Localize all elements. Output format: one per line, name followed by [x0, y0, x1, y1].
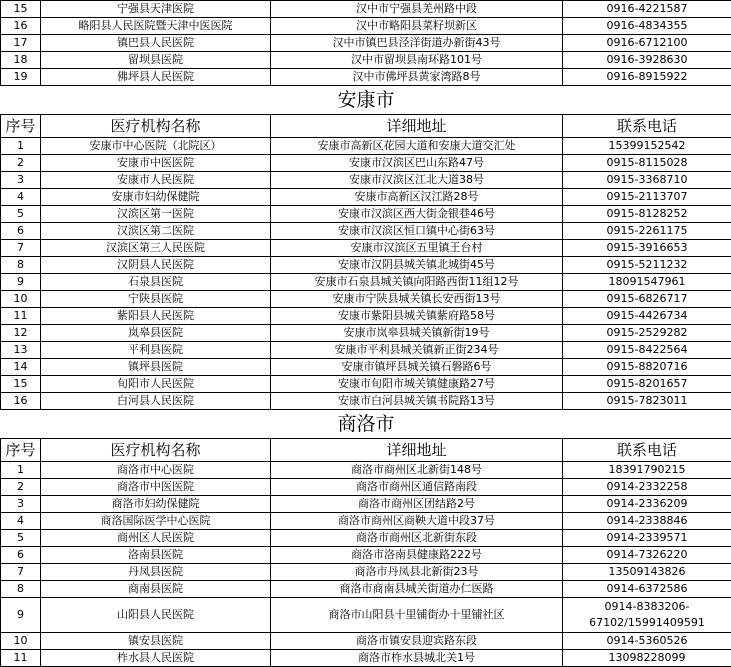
- hospital-name: 山阳县人民医院: [41, 598, 271, 633]
- table-row: [1, 547, 731, 564]
- shangluo-section: [1, 410, 731, 462]
- header-no: 序号: [1, 115, 41, 138]
- hospital-address: 安康市汉滨区巴山东路47号: [271, 155, 563, 172]
- hospital-phone: 0915-8128252: [563, 206, 731, 223]
- hospital-address: 安康市高新区汉江路28号: [271, 189, 563, 206]
- hospital-phone: 0916-8915922: [563, 69, 731, 86]
- table-row: [1, 359, 731, 376]
- ankang-rows: [1, 138, 731, 410]
- hospital-phone: 0916-4834355: [563, 18, 731, 35]
- row-number: 7: [1, 564, 41, 581]
- hospital-address: 安康市汉滨区西大街金银巷46号: [271, 206, 563, 223]
- hospital-name: 汉滨区第二医院: [41, 223, 271, 240]
- row-number: 1: [1, 462, 41, 479]
- table-row: [1, 35, 731, 52]
- row-number: 11: [1, 308, 41, 325]
- row-number: 2: [1, 479, 41, 496]
- header-no: 序号: [1, 439, 41, 462]
- hospital-address: 安康市汉滨区恒口镇中心街63号: [271, 223, 563, 240]
- row-number: 4: [1, 513, 41, 530]
- hospital-phone: 0915-2529282: [563, 325, 731, 342]
- hospital-name: 商洛国际医学中心医院: [41, 513, 271, 530]
- row-number: 6: [1, 547, 41, 564]
- hospital-phone: 0914-5360526: [563, 633, 731, 650]
- table-row: [1, 496, 731, 513]
- hospital-phone: 0915-7823011: [563, 393, 731, 410]
- hospital-address: 商洛市山阳县十里铺街办十里铺社区: [271, 598, 563, 633]
- table-row: [1, 530, 731, 547]
- header-row: [1, 115, 731, 138]
- hospital-phone: 18091547961: [563, 274, 731, 291]
- hospital-name: 镇巴县人民医院: [41, 35, 271, 52]
- row-number: 16: [1, 393, 41, 410]
- hospital-address: 安康市旬阳市城关镇健康路27号: [271, 376, 563, 393]
- ankang-title: 安康市: [1, 86, 731, 115]
- header-row: [1, 439, 731, 462]
- hospital-phone: 0915-6826717: [563, 291, 731, 308]
- header-address: 详细地址: [271, 439, 563, 462]
- hospital-address: 安康市平利县城关镇新正街234号: [271, 342, 563, 359]
- hospital-name: 安康市妇幼保健院: [41, 189, 271, 206]
- hospital-address: 汉中市佛坪县黄家湾路8号: [271, 69, 563, 86]
- hospital-phone: 0915-5211232: [563, 257, 731, 274]
- hospital-phone: 0914-7326220: [563, 547, 731, 564]
- row-number: 2: [1, 155, 41, 172]
- hospital-phone: 0914-2338846: [563, 513, 731, 530]
- table-row: [1, 138, 731, 155]
- table-row: [1, 342, 731, 359]
- table-row: [1, 52, 731, 69]
- table-row: [1, 325, 731, 342]
- table-row: [1, 462, 731, 479]
- hospital-phone: 0915-8201657: [563, 376, 731, 393]
- row-number: 9: [1, 598, 41, 633]
- hospital-name: 略阳县人民医院暨天津中医医院: [41, 18, 271, 35]
- hospital-name: 留坝县医院: [41, 52, 271, 69]
- hospital-name: 安康市中心医院（北院区）: [41, 138, 271, 155]
- hospital-name: 商洛市中心医院: [41, 462, 271, 479]
- hospital-name: 商州区人民医院: [41, 530, 271, 547]
- hospital-name: 洛南县医院: [41, 547, 271, 564]
- hospital-address: 商洛市柞水县城北关1号: [271, 650, 563, 667]
- table-row: [1, 257, 731, 274]
- hospital-address: 商洛市镇安县迎宾路东段: [271, 633, 563, 650]
- hospital-name: 汉阴县人民医院: [41, 257, 271, 274]
- hospital-address: 商洛市商州区北新街东段: [271, 530, 563, 547]
- hospital-address: 汉中市镇巴县泾洋街道办新街43号: [271, 35, 563, 52]
- hospital-phone: 0915-3916653: [563, 240, 731, 257]
- row-number: 8: [1, 581, 41, 598]
- hospital-phone: 0916-3928630: [563, 52, 731, 69]
- row-number: 4: [1, 189, 41, 206]
- hospital-phone: 0915-4426734: [563, 308, 731, 325]
- table-row: [1, 393, 731, 410]
- row-number: 5: [1, 530, 41, 547]
- hospital-phone: 0916-4221587: [563, 1, 731, 18]
- hospital-phone: 0914-2336209: [563, 496, 731, 513]
- region-title-row: [1, 86, 731, 115]
- hospital-name: 佛坪县人民医院: [41, 69, 271, 86]
- hospital-phone: 0915-3368710: [563, 172, 731, 189]
- ankang-section: [1, 86, 731, 138]
- hospital-phone: 0914-8383206- 67102/15991409591: [563, 598, 731, 633]
- hospital-address: 安康市高新区花园大道和安康大道交汇处: [271, 138, 563, 155]
- row-number: 12: [1, 325, 41, 342]
- hospital-name: 旬阳市人民医院: [41, 376, 271, 393]
- table-row: [1, 650, 731, 667]
- hospital-phone: 0915-8422564: [563, 342, 731, 359]
- row-number: 13: [1, 342, 41, 359]
- row-number: 17: [1, 35, 41, 52]
- hospital-name: 紫阳县人民医院: [41, 308, 271, 325]
- row-number: 7: [1, 240, 41, 257]
- table-row: [1, 274, 731, 291]
- row-number: 5: [1, 206, 41, 223]
- hospital-address: 安康市白河县城关镇书院路13号: [271, 393, 563, 410]
- hospital-phone: 0914-2332258: [563, 479, 731, 496]
- table-row: [1, 291, 731, 308]
- row-number: 9: [1, 274, 41, 291]
- table-row: [1, 155, 731, 172]
- hospital-phone: 0915-8820716: [563, 359, 731, 376]
- hospital-name: 柞水县人民医院: [41, 650, 271, 667]
- table-row: [1, 598, 731, 633]
- row-number: 14: [1, 359, 41, 376]
- hospital-phone: 0914-6372586: [563, 581, 731, 598]
- hospital-name: 宁强县天津医院: [41, 1, 271, 18]
- hospital-phone: 0915-2113707: [563, 189, 731, 206]
- hospital-name: 安康市人民医院: [41, 172, 271, 189]
- hospital-phone: 0915-8115028: [563, 155, 731, 172]
- hospital-address: 汉中市留坝县南环路101号: [271, 52, 563, 69]
- hospital-phone: 13098228099: [563, 650, 731, 667]
- table-row: [1, 172, 731, 189]
- row-number: 6: [1, 223, 41, 240]
- hospital-name: 岚皋县医院: [41, 325, 271, 342]
- row-number: 11: [1, 650, 41, 667]
- hospital-phone: 0916-6712100: [563, 35, 731, 52]
- row-number: 15: [1, 376, 41, 393]
- table-row: [1, 308, 731, 325]
- table-row: [1, 581, 731, 598]
- table-row: [1, 189, 731, 206]
- table-row: [1, 376, 731, 393]
- header-name: 医疗机构名称: [41, 439, 271, 462]
- table-row: [1, 18, 731, 35]
- row-number: 3: [1, 172, 41, 189]
- hospital-name: 石泉县医院: [41, 274, 271, 291]
- row-number: 10: [1, 633, 41, 650]
- table-row: [1, 513, 731, 530]
- hospital-name: 宁陕县医院: [41, 291, 271, 308]
- hospital-phone: 18391790215: [563, 462, 731, 479]
- row-number: 10: [1, 291, 41, 308]
- table-row: [1, 1, 731, 18]
- hospital-address: 安康市紫阳县城关镇紫府路58号: [271, 308, 563, 325]
- hospital-phone: 15399152542: [563, 138, 731, 155]
- hospital-name: 安康市中医医院: [41, 155, 271, 172]
- shangluo-title: 商洛市: [1, 410, 731, 439]
- hospital-phone: 0914-2339571: [563, 530, 731, 547]
- row-number: 18: [1, 52, 41, 69]
- hospital-name: 汉滨区第三人民医院: [41, 240, 271, 257]
- hospital-name: 镇坪县医院: [41, 359, 271, 376]
- table-row: [1, 240, 731, 257]
- table-row: [1, 223, 731, 240]
- table-row: [1, 479, 731, 496]
- row-number: 15: [1, 1, 41, 18]
- table-row: [1, 69, 731, 86]
- table-row: [1, 633, 731, 650]
- hospital-phone: 13509143826: [563, 564, 731, 581]
- header-phone: 联系电话: [563, 439, 731, 462]
- hospital-address: 安康市石泉县城关镇向阳路西街11组12号: [271, 274, 563, 291]
- hospital-name: 白河县人民医院: [41, 393, 271, 410]
- hospital-name: 汉滨区第一医院: [41, 206, 271, 223]
- row-number: 3: [1, 496, 41, 513]
- shangluo-rows: [1, 462, 731, 667]
- hospital-address: 汉中市略阳县菜籽坝新区: [271, 18, 563, 35]
- hospital-address: 安康市镇坪县城关镇石磐路6号: [271, 359, 563, 376]
- hospital-name: 平利县医院: [41, 342, 271, 359]
- hospital-address: 安康市岚皋县城关镇新街19号: [271, 325, 563, 342]
- hospital-name: 丹凤县医院: [41, 564, 271, 581]
- hospital-name: 商南县医院: [41, 581, 271, 598]
- table-row: [1, 206, 731, 223]
- header-phone: 联系电话: [563, 115, 731, 138]
- table-row: [1, 564, 731, 581]
- hospital-phone: 0915-2261175: [563, 223, 731, 240]
- hospital-address: 商洛市商州区团结路2号: [271, 496, 563, 513]
- row-number: 19: [1, 69, 41, 86]
- hospital-name: 镇安县医院: [41, 633, 271, 650]
- hospital-address: 安康市宁陕县城关镇长安西街13号: [271, 291, 563, 308]
- hospital-address: 商洛市丹凤县北新街23号: [271, 564, 563, 581]
- hospital-address: 汉中市宁强县羌州路中段: [271, 1, 563, 18]
- hospital-address: 安康市汉阴县城关镇北城街45号: [271, 257, 563, 274]
- hanzhong-rows: [1, 1, 731, 86]
- header-address: 详细地址: [271, 115, 563, 138]
- hospital-address: 商洛市洛南县健康路222号: [271, 547, 563, 564]
- hospital-address: 安康市汉滨区五里镇王台村: [271, 240, 563, 257]
- hospital-address: 商洛市商州区商鞅大道中段37号: [271, 513, 563, 530]
- hospital-address: 商洛市商南县城关街道办仁医路: [271, 581, 563, 598]
- row-number: 8: [1, 257, 41, 274]
- row-number: 16: [1, 18, 41, 35]
- region-title-row: [1, 410, 731, 439]
- hospital-address: 安康市汉滨区江北大道38号: [271, 172, 563, 189]
- hospital-address: 商洛市商州区通信路南段: [271, 479, 563, 496]
- header-name: 医疗机构名称: [41, 115, 271, 138]
- hospital-name: 商洛市妇幼保健院: [41, 496, 271, 513]
- hospital-address: 商洛市商州区北新街148号: [271, 462, 563, 479]
- hospital-name: 商洛市中医医院: [41, 479, 271, 496]
- row-number: 1: [1, 138, 41, 155]
